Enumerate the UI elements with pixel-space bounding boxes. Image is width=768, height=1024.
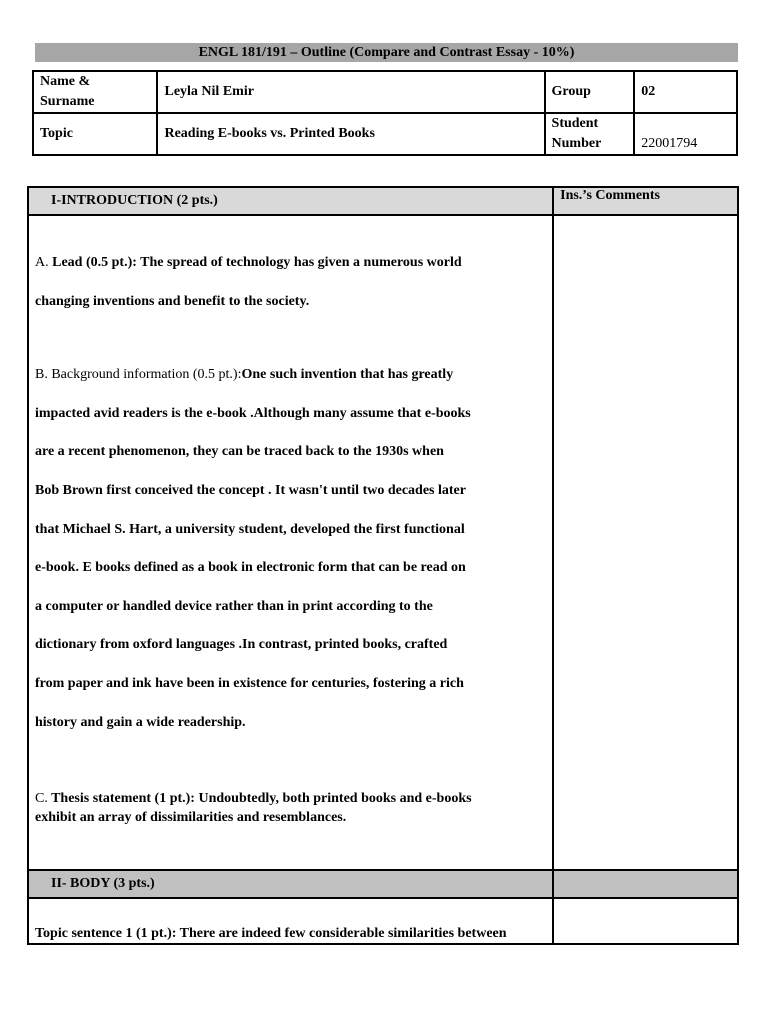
thesis-text-line: Undoubtedly, both printed books and e-books	[198, 791, 472, 807]
topic-label: Topic	[33, 113, 157, 155]
thesis-paragraph	[35, 789, 546, 827]
topic-value: Reading E-books vs. Printed Books	[157, 113, 544, 155]
introduction-header-row	[28, 187, 738, 215]
background-text-line: dictionary from oxford languages .In contrast, printed books, crafted	[35, 637, 448, 653]
background-text-line: e-book. E books defined as a book in electronic form that can be read on	[35, 560, 466, 576]
comments-heading: Ins.’s Comments	[553, 187, 738, 215]
background-text-line: Bob Brown first conceived the concept . It wasn't until two decades later	[35, 482, 466, 498]
group-label: Group	[545, 71, 635, 113]
background-text-line: are a recent phenomenon, they can be traced back to the 1930s when	[35, 444, 444, 460]
background-text-line: history and gain a wide readership.	[35, 714, 246, 730]
body-header-row	[28, 870, 738, 898]
name-label-line1: Name &	[40, 74, 91, 89]
name-label-line2: Surname	[40, 94, 95, 109]
background-text-line: that Michael S. Hart, a university student, developed the first functional	[35, 521, 465, 537]
topic-sentence-label: Topic sentence 1 (1 pt.):	[35, 926, 180, 942]
lead-text-line: changing inventions and benefit to the society.	[35, 293, 310, 309]
background-text-line: from paper and ink have been in existence for centuries, fostering a rich	[35, 675, 464, 691]
student-number-value: 22001794	[634, 113, 737, 155]
introduction-comments-cell[interactable]	[553, 215, 738, 870]
lead-label: Lead (0.5 pt.):	[52, 255, 141, 270]
background-text-line: a computer or handled device rather than in print according to the	[35, 598, 433, 614]
body-comments-header	[553, 870, 738, 898]
student-info-table	[32, 70, 738, 156]
topic-sentence-1	[28, 898, 553, 944]
outline-table	[27, 186, 739, 945]
student-label-line2: Number	[551, 136, 602, 151]
name-label	[33, 71, 157, 113]
background-prefix: B.	[35, 367, 48, 383]
background-paragraph	[35, 356, 546, 742]
background-text-line: impacted avid readers is the e-book .Although many assume that e-books	[35, 405, 471, 421]
background-text-line: One such invention that has greatly	[241, 367, 454, 383]
body-heading: II- BODY (3 pts.)	[28, 870, 553, 898]
student-label-line1: Student	[551, 116, 599, 131]
group-value: 02	[634, 71, 737, 113]
introduction-content-row	[28, 215, 738, 870]
lead-paragraph	[35, 244, 546, 321]
introduction-content	[28, 215, 553, 870]
info-row	[33, 71, 737, 113]
topic-comments-cell[interactable]	[553, 898, 738, 944]
lead-prefix: A.	[35, 255, 49, 270]
page-title: ENGL 181/191 – Outline (Compare and Contrast Essay - 10%)	[35, 43, 738, 62]
topic-sentence-text: There are indeed few considerable similarities between	[179, 926, 507, 942]
name-value: Leyla Nil Emir	[157, 71, 544, 113]
thesis-text-line: exhibit an array of dissimilarities and resemblances.	[35, 810, 347, 826]
topic-sentence-row	[28, 898, 738, 944]
student-number-label	[545, 113, 635, 155]
info-row	[33, 113, 737, 155]
introduction-heading: I-INTRODUCTION (2 pts.)	[28, 187, 553, 215]
background-label: Background information (0.5 pt.):	[51, 367, 242, 383]
lead-text-line: The spread of technology has given a numerous world	[140, 255, 462, 270]
thesis-prefix: C.	[35, 791, 48, 807]
thesis-label: Thesis statement (1 pt.):	[51, 791, 199, 807]
